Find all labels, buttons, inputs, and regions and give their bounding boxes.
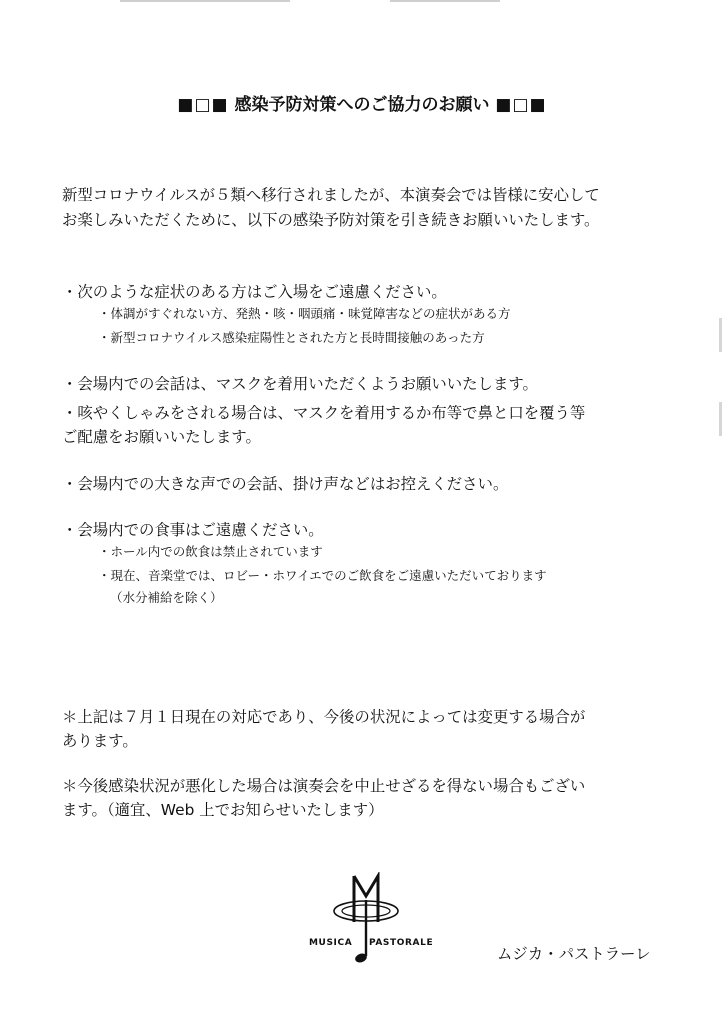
scan-edge: [120, 0, 290, 2]
cough-line-2: ご配慮をお願いいたします。: [62, 428, 261, 446]
voice-line: ・会場内での大きな声での会話、掛け声などはお控えください。: [62, 475, 509, 493]
symptoms-item: ・体調がすぐれない方、発熱・咳・咽頭痛・味覚障害などの症状がある方: [98, 306, 511, 321]
cough-line-1: ・咳やくしゃみをされる場合は、マスクを着用するか布等で鼻と口を覆う等: [62, 404, 586, 422]
title-text: 感染予防対策へのご協力のお願い: [234, 95, 490, 115]
note-1-line-1: ＊上記は７月１日現在の対応であり、今後の状況によっては変更する場合が: [62, 708, 586, 726]
intro-line-2: お楽しみいただくために、以下の感染予防対策を引き続きお願いいたします。: [62, 211, 600, 229]
intro-line-1: 新型コロナウイルスが５類へ移行されましたが、本演奏会では皆様に安心して: [62, 186, 600, 204]
symptoms-item: ・新型コロナウイルス感染症陽性とされた方と長時間接触のあった方: [98, 330, 485, 345]
note-2-line-1: ＊今後感染状況が悪化した場合は演奏会を中止せざるを得ない場合もござい: [62, 777, 586, 795]
food-item: ・ホール内での飲食は禁止されています: [98, 544, 323, 559]
organizer-name: ムジカ・パストラーレ: [497, 945, 651, 963]
note-2-line-2: ます。（適宜、Web 上でお知らせいたします）: [62, 801, 384, 819]
logo-word-musica: MUSICA: [309, 938, 353, 948]
logo-word-pastorale: PASTORALE: [369, 938, 434, 948]
title-mark-left: ■□■: [177, 95, 229, 115]
food-item: ・現在、音楽堂では、ロビー・ホワイエでのご飲食をご遠慮いただいております: [98, 568, 547, 583]
symptoms-heading: ・次のような症状のある方はご入場をご遠慮ください。: [62, 283, 447, 301]
food-heading: ・会場内での食事はご遠慮ください。: [62, 521, 324, 539]
scan-mark: [719, 318, 722, 352]
mask-line: ・会場内での会話は、マスクを着用いただくようお願いいたします。: [62, 375, 538, 393]
title-mark-right: ■□■: [495, 95, 547, 115]
scan-mark: [719, 402, 722, 436]
musica-pastorale-logo-icon: [330, 872, 440, 972]
scan-edge: [390, 0, 500, 2]
notice-title: [0, 92, 724, 118]
note-1-line-2: あります。: [62, 732, 138, 750]
food-item-note: （水分補給を除く）: [110, 590, 223, 605]
